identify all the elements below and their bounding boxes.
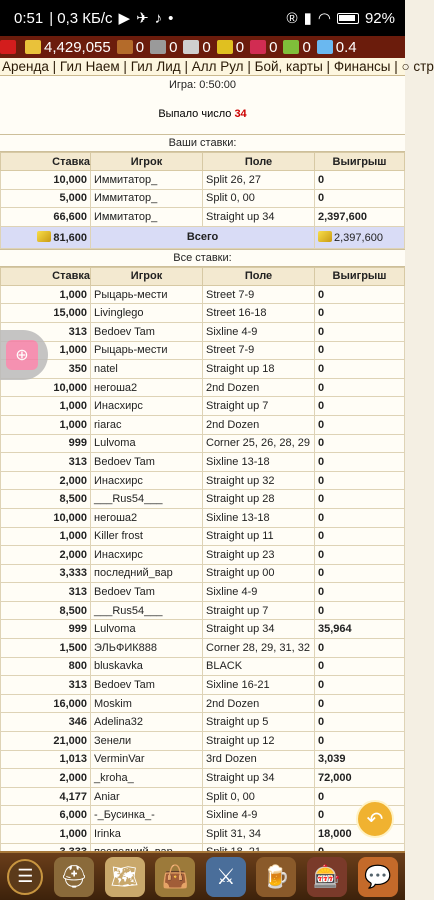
resource-item: [0, 40, 19, 54]
table-row: [1, 453, 405, 472]
total-bet: 81,600: [1, 226, 91, 248]
nav-separator: |: [180, 59, 192, 74]
field-cell: 3rd Dozen: [203, 750, 315, 769]
field-cell: Sixline 4-9: [203, 806, 315, 825]
crossed-swords-icon[interactable]: ⚔: [206, 857, 246, 897]
bet-cell: 1,500: [1, 639, 91, 658]
field-cell: Sixline 16-21: [203, 676, 315, 695]
field-cell: Corner 25, 26, 28, 29: [203, 434, 315, 453]
mercury-icon: [183, 40, 199, 54]
status-bar: [0, 0, 405, 36]
resource-item: [317, 39, 357, 56]
bet-cell: 8,500: [1, 490, 91, 509]
table-row: [1, 583, 405, 602]
table-row: [1, 341, 405, 360]
player-cell: Livinglego: [91, 304, 203, 323]
field-cell: Split 26, 27: [203, 171, 315, 190]
table-row: [1, 620, 405, 639]
nav-separator: |: [322, 59, 334, 74]
player-cell: -_Бусинка_-: [91, 806, 203, 825]
bet-cell: 10,000: [1, 508, 91, 527]
player-cell: последний_вар: [91, 564, 203, 583]
heart-icon: [0, 40, 16, 54]
battery-level: 92%: [364, 9, 395, 27]
table-row: [1, 434, 405, 453]
resource-item: [150, 39, 177, 56]
bet-cell: 1,000: [1, 825, 91, 844]
player-cell: _kroha_: [91, 769, 203, 788]
table-row: [1, 322, 405, 341]
header-win: Выигрыш: [315, 153, 405, 171]
win-cell: 0: [315, 304, 405, 323]
player-cell: Adelina32: [91, 713, 203, 732]
bet-cell: 2,000: [1, 546, 91, 565]
battery-icon: [337, 13, 359, 24]
total-label: Всего: [91, 226, 315, 248]
bet-cell: 1,013: [1, 750, 91, 769]
table-row: [1, 490, 405, 509]
total-row: [1, 226, 405, 248]
map-scroll-icon[interactable]: 🗺: [105, 857, 145, 897]
win-cell: 0: [315, 601, 405, 620]
win-cell: 0: [315, 490, 405, 509]
wood-icon: [117, 40, 133, 54]
win-cell: 0: [315, 171, 405, 190]
nav-link[interactable]: Алл Рул: [191, 59, 244, 74]
player-cell: Иммитатор_: [91, 189, 203, 208]
win-cell: 0: [315, 639, 405, 658]
player-cell: Moskim: [91, 694, 203, 713]
resource-item: [217, 39, 244, 56]
header-player: Игрок: [91, 153, 203, 171]
win-cell: 2,397,600: [315, 208, 405, 227]
table-header: [1, 267, 405, 285]
player-cell: Bedoev Tam: [91, 453, 203, 472]
player-cell: Инасхирс: [91, 546, 203, 565]
bet-cell: 2,000: [1, 769, 91, 788]
table-row: [1, 285, 405, 304]
field-cell: Straight up 23: [203, 546, 315, 565]
player-cell: Lulvoma: [91, 434, 203, 453]
table-row: [1, 378, 405, 397]
win-cell: 0: [315, 360, 405, 379]
field-cell: Sixline 13-18: [203, 453, 315, 472]
table-row: [1, 546, 405, 565]
youtube-icon: ▶: [118, 10, 131, 27]
header-field: Поле: [203, 153, 315, 171]
table-row: [1, 787, 405, 806]
bet-cell: 1,000: [1, 285, 91, 304]
clock: 0:51: [14, 9, 44, 27]
header-bet: Ставка: [1, 267, 91, 285]
win-cell: 0: [315, 285, 405, 304]
player-cell: Инасхирс: [91, 471, 203, 490]
win-cell: 0: [315, 527, 405, 546]
win-cell: 0: [315, 189, 405, 208]
win-cell: 0: [315, 453, 405, 472]
field-cell: Sixline 13-18: [203, 508, 315, 527]
resource-value: 0: [302, 38, 311, 56]
header-player: Игрок: [91, 267, 203, 285]
resource-item: [283, 39, 310, 56]
bet-cell: 16,000: [1, 694, 91, 713]
player-cell: негоша2: [91, 378, 203, 397]
bet-cell: 15,000: [1, 304, 91, 323]
bet-cell: 4,177: [1, 787, 91, 806]
drawn-label: Выпало число: [158, 108, 235, 120]
player-cell: Зенели: [91, 732, 203, 751]
win-cell: 0: [315, 546, 405, 565]
player-cell: ЭЛЬФИК888: [91, 639, 203, 658]
resource-value: 0.4: [335, 38, 357, 56]
resource-bar: [0, 36, 405, 58]
roulette-results: [0, 76, 405, 851]
field-cell: Street 7-9: [203, 341, 315, 360]
resource-value: 0: [235, 38, 245, 56]
player-cell: Killer frost: [91, 527, 203, 546]
player-cell: Рыцарь-мести: [91, 341, 203, 360]
registered-icon: ®: [286, 9, 298, 27]
nav-link[interactable]: Бой, карты: [254, 59, 323, 74]
all-bets-table: [0, 267, 405, 862]
tiktok-icon: ♪: [154, 9, 163, 27]
bet-cell: 350: [1, 360, 91, 379]
field-cell: Sixline 4-9: [203, 583, 315, 602]
win-cell: 0: [315, 378, 405, 397]
win-cell: 3,039: [315, 750, 405, 769]
nav-link[interactable]: Гил Наем: [59, 59, 120, 74]
player-cell: Aniar: [91, 787, 203, 806]
win-cell: 0: [315, 341, 405, 360]
player-cell: Рыцарь-мести: [91, 285, 203, 304]
table-row: [1, 825, 405, 844]
win-cell: 18,000: [315, 825, 405, 844]
player-cell: Bedoev Tam: [91, 583, 203, 602]
resource-value: 0: [169, 38, 178, 56]
table-row: [1, 657, 405, 676]
table-row: [1, 806, 405, 825]
win-cell: 0: [315, 676, 405, 695]
field-cell: 2nd Dozen: [203, 378, 315, 397]
resource-value: 4,429,055: [44, 38, 111, 56]
field-cell: Straight up 5: [203, 713, 315, 732]
resource-item: [183, 39, 210, 56]
win-cell: 0: [315, 583, 405, 602]
telegram-icon: ✈: [136, 10, 149, 27]
win-cell: 0: [315, 694, 405, 713]
win-cell: 0: [315, 787, 405, 806]
drawn-number-line: [0, 94, 405, 134]
player-cell: Иммитатор_: [91, 171, 203, 190]
bag-icon[interactable]: 👜: [155, 857, 195, 897]
bet-cell: 2,000: [1, 471, 91, 490]
field-cell: 2nd Dozen: [203, 415, 315, 434]
bet-cell: 1,000: [1, 397, 91, 416]
win-cell: 0: [315, 564, 405, 583]
zoom-icon: ⊕: [6, 340, 38, 370]
player-cell: bluskavka: [91, 657, 203, 676]
nav-link[interactable]: Гил Лид: [130, 59, 181, 74]
table-row: [1, 639, 405, 658]
nav-link[interactable]: Аренда: [2, 59, 49, 74]
menu-icon[interactable]: ☰: [7, 859, 43, 895]
resource-value: 0: [269, 38, 278, 56]
field-cell: Corner 28, 29, 31, 32: [203, 639, 315, 658]
win-cell: 0: [315, 713, 405, 732]
field-cell: Straight up 11: [203, 527, 315, 546]
bet-cell: 21,000: [1, 732, 91, 751]
nav-separator: |: [48, 59, 60, 74]
field-cell: Split 31, 34: [203, 825, 315, 844]
win-cell: 0: [315, 806, 405, 825]
total-win: 2,397,600: [315, 226, 405, 248]
player-cell: riarac: [91, 415, 203, 434]
chat-icon[interactable]: 💬: [358, 857, 398, 897]
bet-cell: 1,000: [1, 415, 91, 434]
nav-link[interactable]: Финансы: [333, 59, 391, 74]
gold-icon: [25, 40, 41, 54]
bet-cell: 313: [1, 453, 91, 472]
win-cell: 0: [315, 471, 405, 490]
bet-cell: 8,500: [1, 601, 91, 620]
table-header: [1, 153, 405, 171]
field-cell: Sixline 4-9: [203, 322, 315, 341]
gems-icon: [283, 40, 299, 54]
table-row: [1, 189, 405, 208]
bottom-toolbar: [0, 851, 405, 900]
bet-cell: 1,000: [1, 341, 91, 360]
player-cell: Irinka: [91, 825, 203, 844]
bet-cell: 999: [1, 434, 91, 453]
table-row: [1, 601, 405, 620]
my-bets-title: Ваши ставки:: [0, 134, 405, 152]
ore-icon: [150, 40, 166, 54]
field-cell: Straight up 34: [203, 620, 315, 639]
field-cell: Straight up 32: [203, 471, 315, 490]
table-row: [1, 750, 405, 769]
field-cell: Straight up 7: [203, 397, 315, 416]
player-cell: VerminVar: [91, 750, 203, 769]
bet-cell: 313: [1, 583, 91, 602]
field-cell: Straight up 18: [203, 360, 315, 379]
table-row: [1, 360, 405, 379]
bet-cell: 5,000: [1, 189, 91, 208]
wifi-icon: ◠: [317, 10, 331, 27]
bet-cell: 3,333: [1, 564, 91, 583]
field-cell: Split 0, 00: [203, 189, 315, 208]
bet-cell: 999: [1, 620, 91, 639]
win-cell: 0: [315, 434, 405, 453]
gold-icon: [37, 231, 51, 242]
field-cell: Straight up 34: [203, 769, 315, 788]
win-cell: 72,000: [315, 769, 405, 788]
bet-cell: 313: [1, 322, 91, 341]
player-cell: негоша2: [91, 508, 203, 527]
resource-value: 0: [135, 38, 145, 56]
table-row: [1, 508, 405, 527]
signal-icon: ▮: [303, 10, 312, 27]
win-cell: 0: [315, 508, 405, 527]
table-row: [1, 397, 405, 416]
table-row: [1, 676, 405, 695]
header-win: Выигрыш: [315, 267, 405, 285]
table-row: [1, 415, 405, 434]
table-row: [1, 171, 405, 190]
drawn-number: 34: [234, 108, 247, 120]
my-bets-table: [0, 152, 405, 249]
table-row: [1, 564, 405, 583]
field-cell: Straight up 7: [203, 601, 315, 620]
table-row: [1, 694, 405, 713]
win-cell: 0: [315, 732, 405, 751]
win-cell: 0: [315, 657, 405, 676]
field-cell: BLACK: [203, 657, 315, 676]
table-row: [1, 304, 405, 323]
win-cell: 0: [315, 397, 405, 416]
zoom-button[interactable]: [0, 330, 48, 380]
knight-helmet-icon[interactable]: ⛑: [54, 857, 94, 897]
win-cell: 35,964: [315, 620, 405, 639]
header-field: Поле: [203, 267, 315, 285]
roulette-icon[interactable]: 🎰: [307, 857, 347, 897]
resource-value: 0: [202, 38, 211, 56]
gold-icon: [318, 231, 332, 242]
bet-cell: 313: [1, 676, 91, 695]
table-row: [1, 471, 405, 490]
table-row: [1, 208, 405, 227]
win-cell: 0: [315, 415, 405, 434]
player-cell: Bedoev Tam: [91, 676, 203, 695]
bet-cell: 10,000: [1, 378, 91, 397]
nav-separator: |: [243, 59, 255, 74]
bet-cell: 346: [1, 713, 91, 732]
field-cell: 2nd Dozen: [203, 694, 315, 713]
bet-cell: 10,000: [1, 171, 91, 190]
diamond-icon: [317, 40, 333, 54]
field-cell: Street 16-18: [203, 304, 315, 323]
bet-cell: 1,000: [1, 527, 91, 546]
table-row: [1, 713, 405, 732]
player-cell: Иммитатор_: [91, 208, 203, 227]
back-button[interactable]: ↶: [356, 800, 394, 838]
win-cell: 0: [315, 322, 405, 341]
player-cell: Lulvoma: [91, 620, 203, 639]
resource-item: [250, 39, 277, 56]
table-row: [1, 769, 405, 788]
player-cell: Инасхирс: [91, 397, 203, 416]
notification-dot: •: [168, 9, 174, 27]
tavern-mug-icon[interactable]: 🍺: [256, 857, 296, 897]
nav-link[interactable]: ○ стр: [401, 59, 434, 74]
sulfur-icon: [217, 40, 233, 54]
all-bets-title: Все ставки:: [0, 249, 405, 267]
player-cell: Bedoev Tam: [91, 322, 203, 341]
table-row: [1, 527, 405, 546]
bet-cell: 800: [1, 657, 91, 676]
resource-item: [117, 39, 144, 56]
network-speed: | 0,3 КБ/с: [49, 9, 113, 27]
field-cell: Split 0, 00: [203, 787, 315, 806]
resource-item: [25, 39, 111, 56]
crystal-icon: [250, 40, 266, 54]
player-cell: ___Rus54___: [91, 490, 203, 509]
nav-separator: |: [119, 59, 131, 74]
player-cell: natel: [91, 360, 203, 379]
game-time: Игра: 0:50:00: [169, 79, 236, 91]
field-cell: Straight up 34: [203, 208, 315, 227]
bet-cell: 66,600: [1, 208, 91, 227]
field-cell: Straight up 00: [203, 564, 315, 583]
top-nav: [0, 58, 434, 76]
field-cell: Straight up 12: [203, 732, 315, 751]
field-cell: Street 7-9: [203, 285, 315, 304]
header-bet: Ставка: [1, 153, 91, 171]
player-cell: ___Rus54___: [91, 601, 203, 620]
table-row: [1, 732, 405, 751]
field-cell: Straight up 28: [203, 490, 315, 509]
bet-cell: 6,000: [1, 806, 91, 825]
nav-separator: |: [390, 59, 402, 74]
